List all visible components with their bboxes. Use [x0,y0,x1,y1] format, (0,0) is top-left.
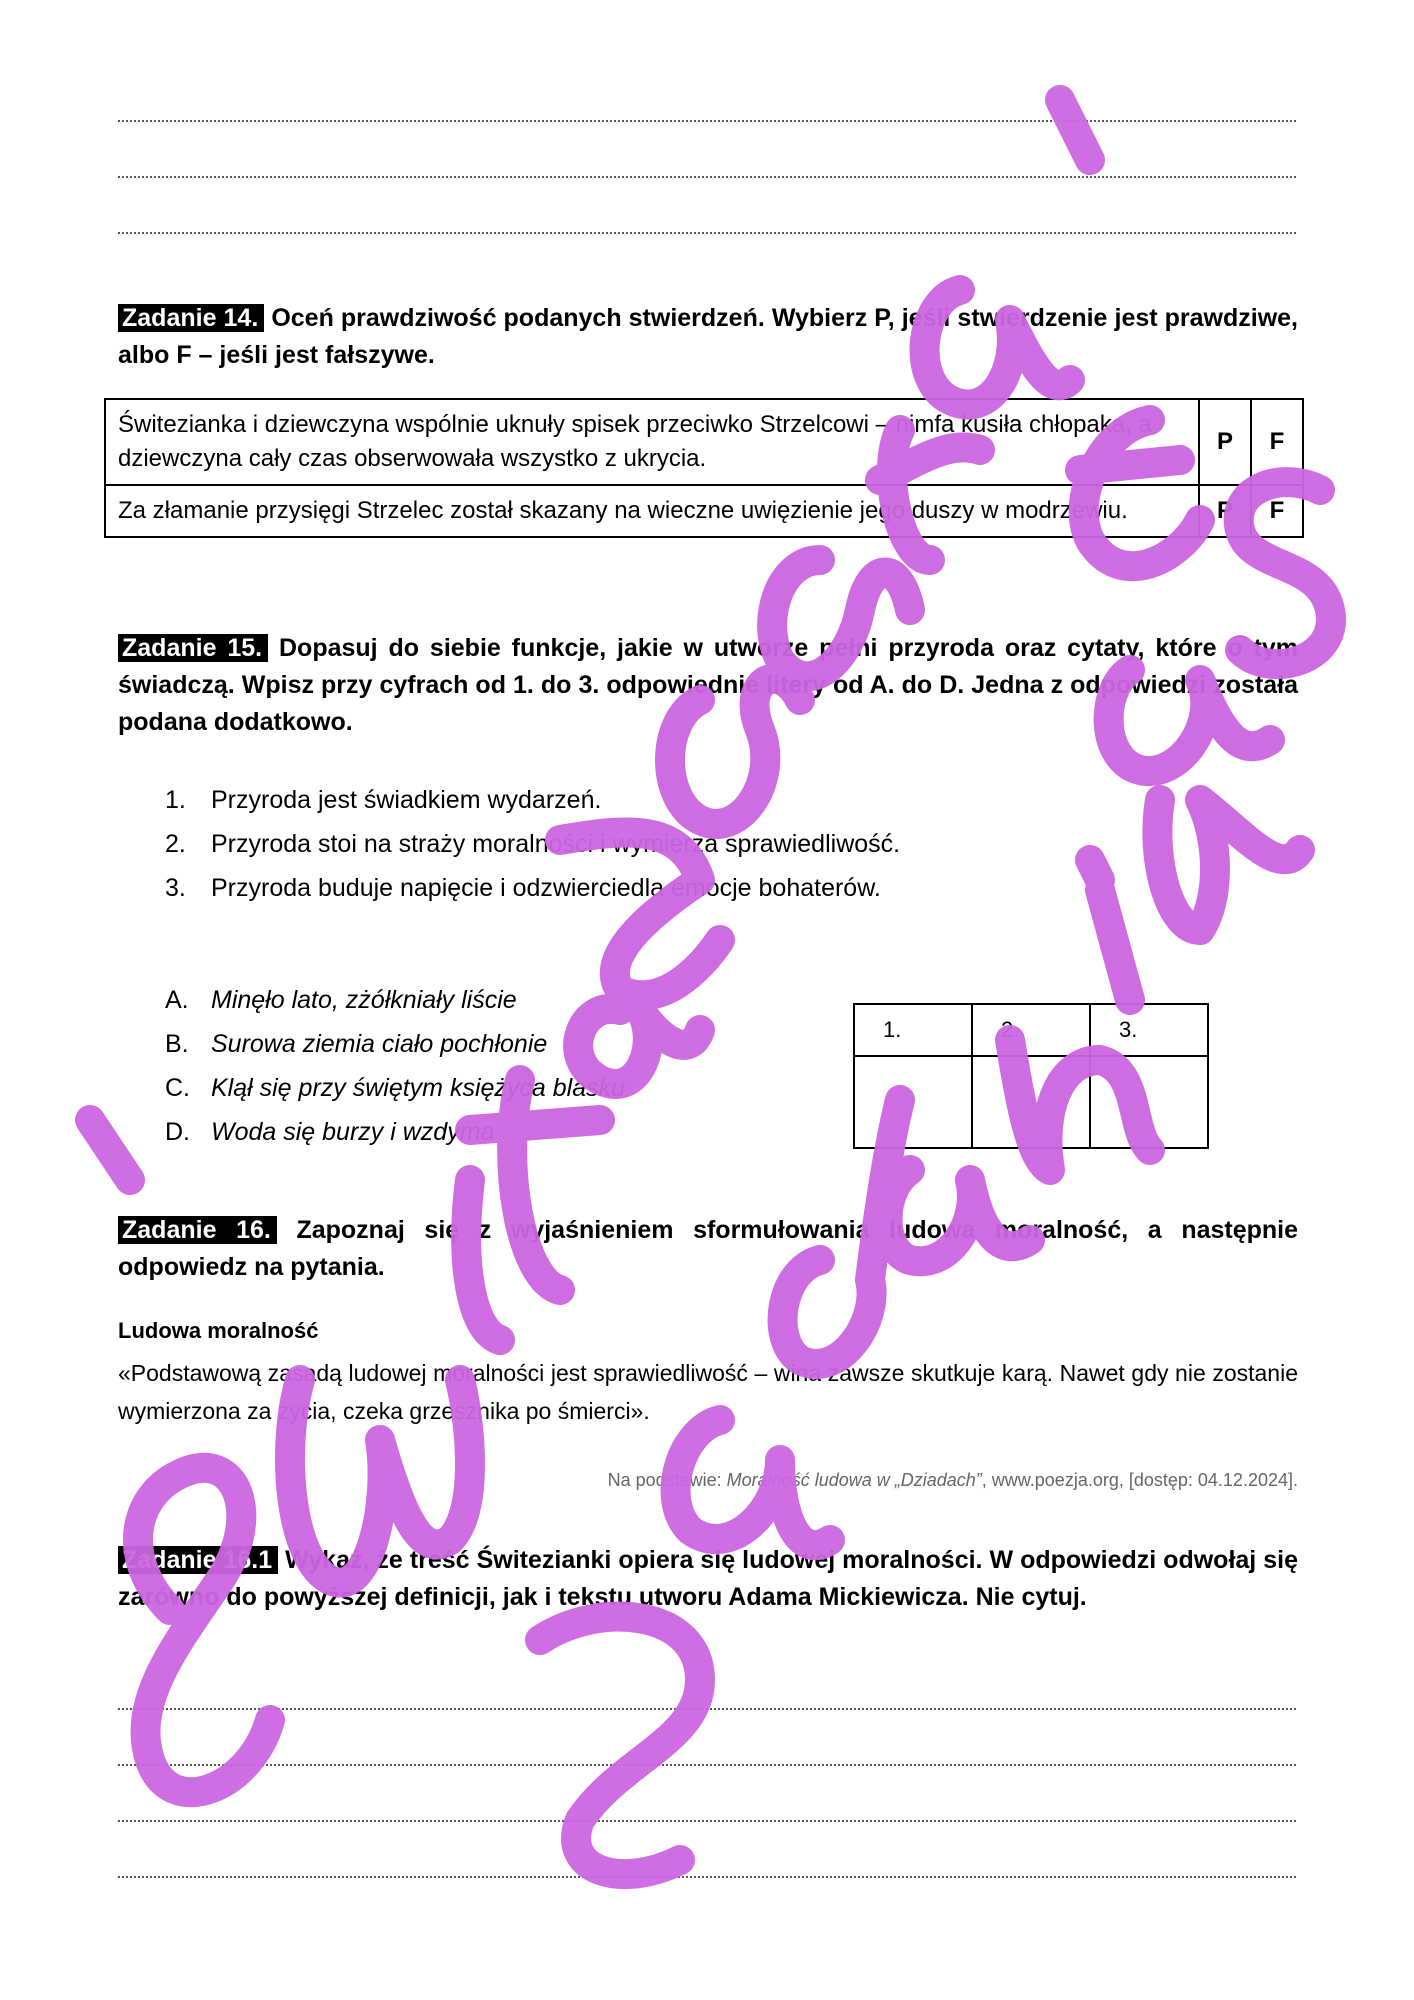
quotes-list [165,978,625,1154]
table-row [105,399,1303,485]
task-16-1-heading [118,1542,1298,1616]
list-item: 3. Przyroda buduje napięcie i odzwierciedla emocje bohaterów. [165,874,881,902]
answer-cell[interactable] [1090,1056,1208,1148]
statement-1: Świtezianka i dziewczyna wspólnie uknuły spisek przeciwko Strzelcowi – nimfa kusiła chłopaka, a dziewczyna cały czas obserwowała wszystko z ukrycia. [105,399,1199,485]
task-15-instruction: Dopasuj do siebie funkcje, jakie w utworze pełni przyroda oraz cytaty, które o tym świadczą. Wpisz przy cyfrach od 1. do 3. odpowiednie litery od A. do D. Jedna z odpowiedzi została podana dodatkowo. [118,634,1298,736]
false-option[interactable]: F [1251,485,1303,537]
handwriting-stroke [1060,100,1090,160]
functions-list [165,778,900,910]
task-16-heading [118,1212,1298,1286]
answer-line[interactable] [118,120,1296,122]
task-16-1-instruction: Wykaż, że treść Świtezianki opiera się ludowej moralności. W odpowiedzi odwołaj się zarówno do powyższej definicji, jak i tekstu utworu Adama Mickiewicza. Nie cytuj. [118,1546,1298,1611]
answer-line[interactable] [118,1764,1296,1766]
list-item: A. Minęło lato, zżółkniały liście [165,986,517,1014]
answer-line[interactable] [118,1820,1296,1822]
answer-cell[interactable] [854,1056,972,1148]
task-16-1-badge: Zadanie 16.1 [118,1546,278,1574]
list-item: C. Klął się przy świętym księżyca blasku [165,1074,626,1102]
answer-line[interactable] [118,1708,1296,1710]
true-false-table [104,398,1304,538]
answer-line[interactable] [118,1876,1296,1878]
table-row [105,485,1303,537]
task-16-badge: Zadanie 16. [118,1216,277,1244]
true-option[interactable]: P [1199,399,1251,485]
task-14-badge: Zadanie 14. [118,304,264,332]
list-item: 1. Przyroda jest świadkiem wydarzeń. [165,786,602,814]
list-item: D. Woda się burzy i wzdyma [165,1118,495,1146]
handwriting-stroke [1157,800,1300,930]
answer-cell[interactable] [972,1056,1090,1148]
source-citation: Na podstawie: Moralność ludowa w „Dziadach”, www.poezja.org, [dostęp: 04.12.2024]. [607,1470,1298,1490]
task-14-heading [118,300,1298,374]
task-16-instruction: Zapoznaj się z wyjaśnieniem sformułowania ludowa moralność, a następnie odpowiedz na pytania. [118,1216,1299,1281]
answer-line[interactable] [118,176,1296,178]
table-row [854,1004,1208,1056]
answer-header: 3. [1090,1004,1208,1056]
list-item: 2. Przyroda stoi na straży moralności i wymierza sprawiedliwość. [165,830,901,858]
true-option[interactable]: P [1199,485,1251,537]
handwriting-stroke [540,1617,700,1874]
answer-line[interactable] [118,232,1296,234]
handwriting-stroke [138,1468,270,1792]
handwriting-stroke [1090,860,1130,1000]
table-row [854,1056,1208,1148]
handwriting-stroke [90,1120,130,1180]
answer-header: 1. [854,1004,972,1056]
task-14-instruction: Oceń prawdziwość podanych stwierdzeń. Wybierz P, jeśli stwierdzenie jest prawdziwe, albo F – jeśli jest fałszywe. [118,304,1298,369]
definition-text: «Podstawową zasadą ludowej moralności jest sprawiedliwość – wina zawsze skutkuje karą. Nawet gdy nie zostanie wymierzona za życia, czeka grzesznika po śmierci». [118,1360,1298,1424]
answer-header: 2. [972,1004,1090,1056]
list-item: B. Surowa ziemia ciało pochłonie [165,1030,548,1058]
definition-title: Ludowa moralność [118,1318,319,1343]
task-15-heading [118,630,1298,741]
statement-2: Za złamanie przysięgi Strzelec został skazany na wieczne uwięzienie jego duszy w modrzewiu. [105,485,1199,537]
false-option[interactable]: F [1251,399,1303,485]
answer-grid [853,1003,1209,1149]
task-15-badge: Zadanie 15. [118,634,268,662]
